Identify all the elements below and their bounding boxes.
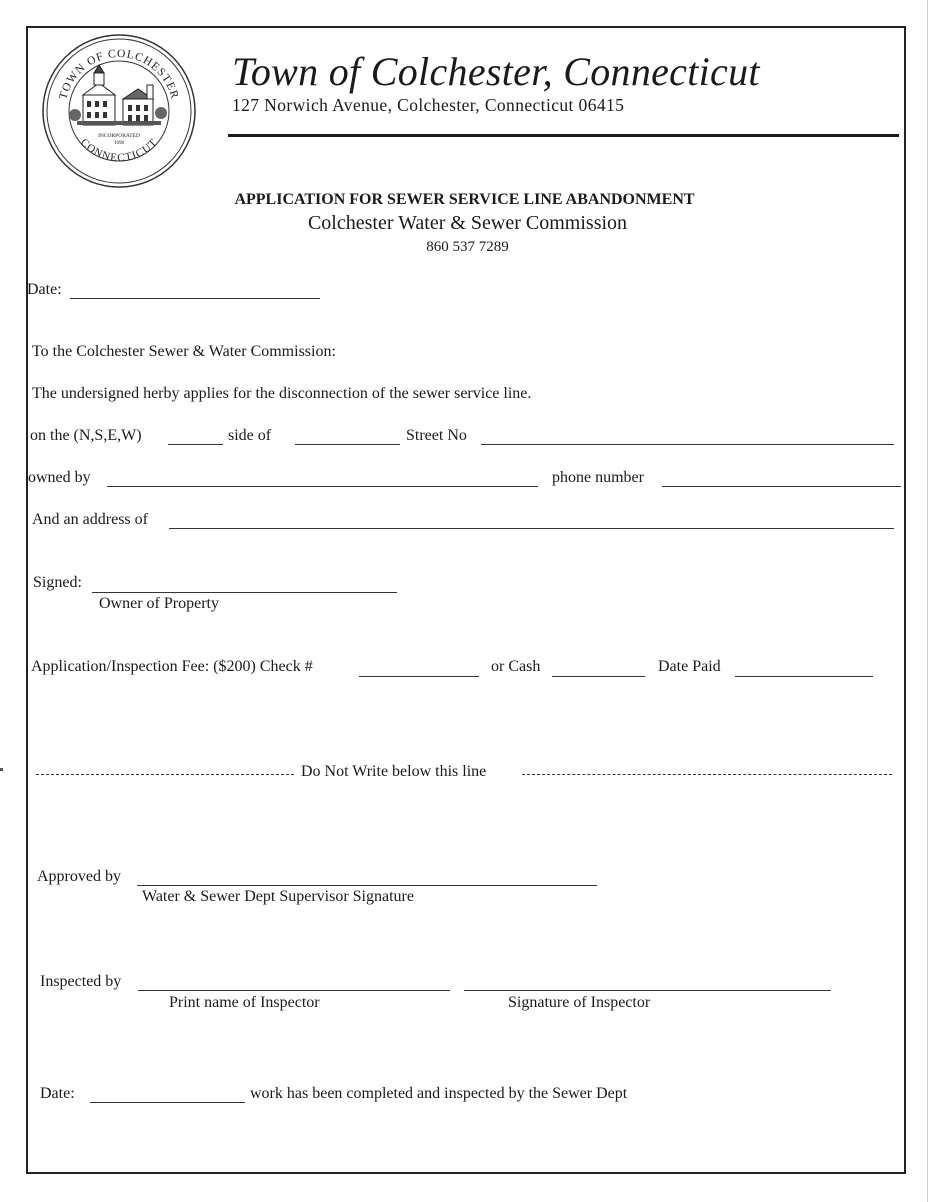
side-label: on the (N,S,E,W) [30, 427, 142, 444]
address-field[interactable] [169, 528, 894, 529]
seal-bottom-text: CONNECTICUT [77, 136, 161, 165]
page-edge-line [927, 0, 928, 1202]
date-label: Date: [27, 281, 62, 298]
signed-label: Signed: [33, 574, 82, 591]
date-field[interactable] [70, 298, 320, 299]
approved-by-field[interactable] [137, 885, 597, 886]
divider-dashes-left [36, 774, 294, 775]
street-no-label: Street No [406, 427, 467, 444]
owned-by-label: owned by [28, 469, 91, 486]
margin-mark [0, 768, 3, 771]
town-address: 127 Norwich Avenue, Colchester, Connecticut 06415 [232, 95, 625, 115]
completion-statement: work has been completed and inspected by the Sewer Dept [250, 1085, 628, 1102]
town-title: Town of Colchester, Connecticut [232, 49, 760, 94]
owner-signature-field[interactable] [92, 592, 397, 593]
commission-name: Colchester Water & Sewer Commission [307, 212, 628, 234]
seal-incorporated-text: INCORPORATED [98, 133, 140, 139]
side-of-label: side of [228, 427, 272, 444]
approved-by-label: Approved by [37, 868, 121, 885]
street-no-field[interactable] [481, 444, 894, 445]
seal-year-text: 1698 [114, 141, 124, 146]
check-number-field[interactable] [359, 676, 479, 677]
date-paid-field[interactable] [735, 676, 873, 677]
address-label: And an address of [32, 511, 148, 528]
form-title: APPLICATION FOR SEWER SERVICE LINE ABANDONMENT [234, 191, 695, 208]
do-not-write-label: Do Not Write below this line [301, 763, 487, 780]
seal-top-text: TOWN OF COLCHESTER [57, 47, 181, 101]
phone-number-field[interactable] [662, 486, 901, 487]
completion-date-field[interactable] [90, 1102, 245, 1103]
side-direction-field[interactable] [168, 444, 223, 445]
phone-number-label: phone number [552, 469, 644, 486]
inspector-name-field[interactable] [138, 990, 450, 991]
street-name-field[interactable] [295, 444, 400, 445]
completion-date-label: Date: [40, 1085, 75, 1102]
salutation-text: To the Colchester Sewer & Water Commission: [32, 343, 336, 360]
cash-field[interactable] [552, 676, 645, 677]
application-statement: The undersigned herby applies for the disconnection of the sewer service line. [32, 385, 532, 402]
commission-phone: 860 537 7289 [426, 239, 509, 255]
fee-label: Application/Inspection Fee: ($200) Check # [31, 658, 313, 675]
owner-name-field[interactable] [107, 486, 538, 487]
owner-of-property-caption: Owner of Property [99, 595, 219, 612]
town-seal-logo [41, 33, 197, 189]
divider-dashes-right [522, 774, 892, 775]
svg-text:TOWN OF COLCHESTER [57, 48, 180, 101]
inspector-signature-caption: Signature of Inspector [508, 994, 651, 1011]
inspected-by-label: Inspected by [40, 973, 122, 990]
inspector-name-caption: Print name of Inspector [169, 994, 320, 1011]
date-paid-label: Date Paid [658, 658, 721, 675]
cash-label: or Cash [491, 658, 541, 675]
inspector-signature-field[interactable] [464, 990, 831, 991]
header-rule [228, 134, 899, 137]
supervisor-signature-caption: Water & Sewer Dept Supervisor Signature [142, 888, 414, 905]
